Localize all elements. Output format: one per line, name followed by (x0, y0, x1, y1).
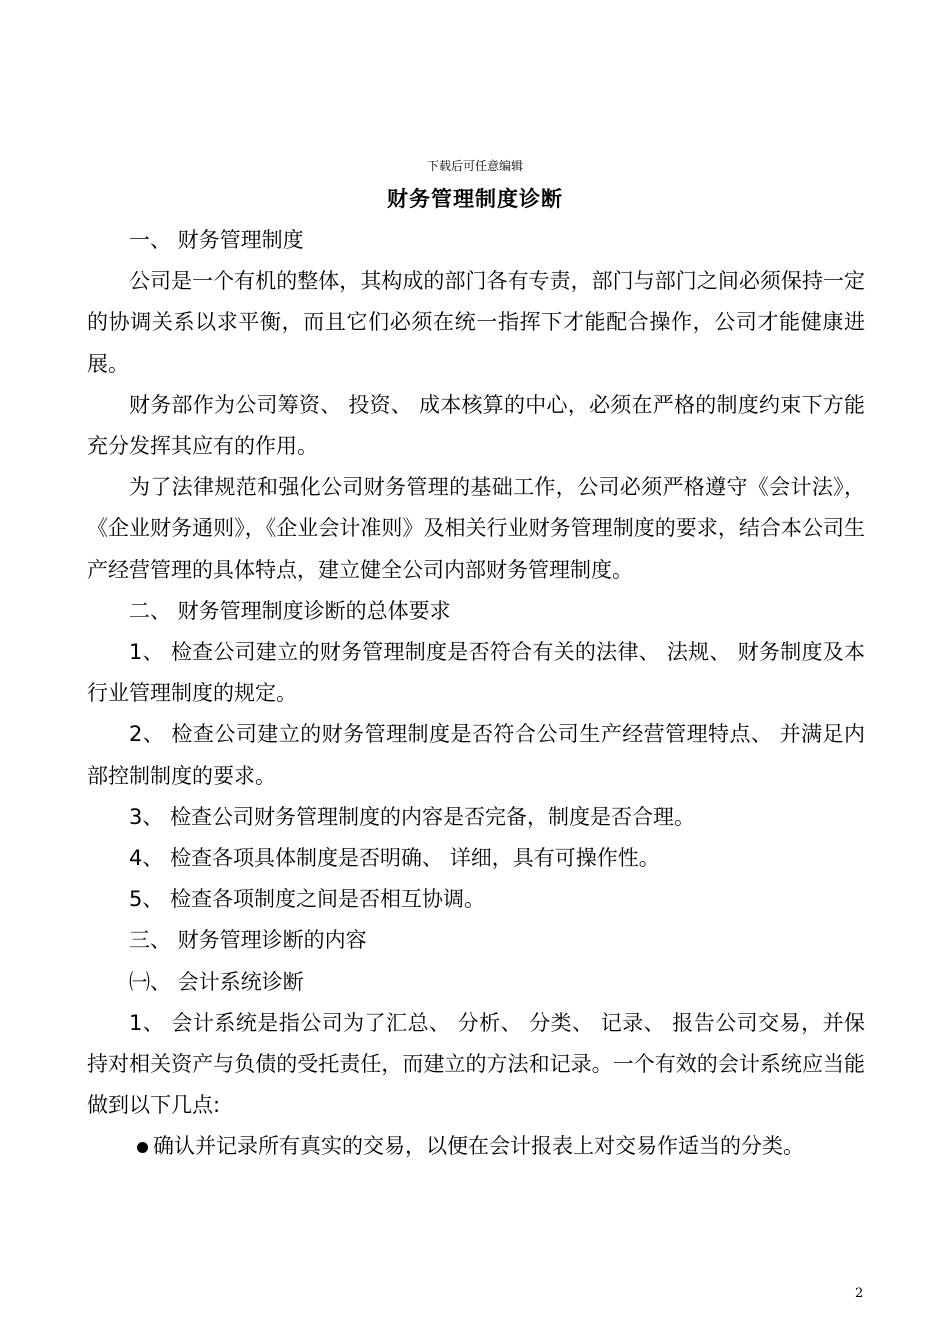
section-heading-1: 一、 财务管理制度 (129, 228, 304, 252)
list-item: 1、 检查公司建立的财务管理制度是否符合有关的法律、 法规、 财务制度及本行业管理制度的规定。 (87, 640, 865, 706)
list-item: 2、 检查公司建立的财务管理制度是否符合公司生产经营管理特点、 并满足内部控制制度的要求。 (87, 722, 865, 788)
bullet-text: 确认并记录所有真实的交易，以便在会计报表上对交易作适当的分类。 (153, 1134, 804, 1159)
paragraph: 财务部作为公司筹资、 投资、 成本核算的中心，必须在严格的制度约束下方能充分发挥其应有的作用。 (87, 392, 865, 459)
list-item: 5、 检查各项制度之间是否相互协调。 (129, 887, 486, 912)
section-heading-3: 三、 财务管理诊断的内容 (129, 928, 367, 953)
document-body (87, 220, 865, 1168)
list-item: 4、 检查各项具体制度是否明确、 详细，具有可操作性。 (129, 846, 660, 871)
list-item: 3、 检查公司财务管理制度的内容是否完备，制度是否合理。 (129, 804, 696, 829)
header-note: 下载后可任意编辑 (426, 159, 523, 173)
bullet-list-item (87, 1126, 865, 1167)
page-number: 2 (855, 1286, 864, 1301)
list-item: 1、 会计系统是指公司为了汇总、 分析、 分类、 记录、 报告公司交易，并保持对相关资产与负债的受托责任，而建立的方法和记录。一个有效的会计系统应当能做到以下几点: (87, 1010, 865, 1118)
subsection-heading: ㈠、 会计系统诊断 (129, 969, 304, 994)
paragraph: 公司是一个有机的整体，其构成的部门各有专责，部门与部门之间必须保持一定的协调关系以求平衡，而且它们必须在统一指挥下才能配合操作，公司才能健康进展。 (87, 269, 865, 376)
document-title: 财务管理制度诊断 (387, 187, 563, 211)
section-heading-2: 二、 财务管理制度诊断的总体要求 (129, 598, 451, 623)
paragraph: 为了法律规范和强化公司财务管理的基础工作，公司必须严格遵守《会计法》，《企业财务通则》，《企业会计准则》及相关行业财务管理制度的要求，结合本公司生产经营管理的具体特点，建立健全公司内部财务管理制度。 (87, 475, 865, 582)
